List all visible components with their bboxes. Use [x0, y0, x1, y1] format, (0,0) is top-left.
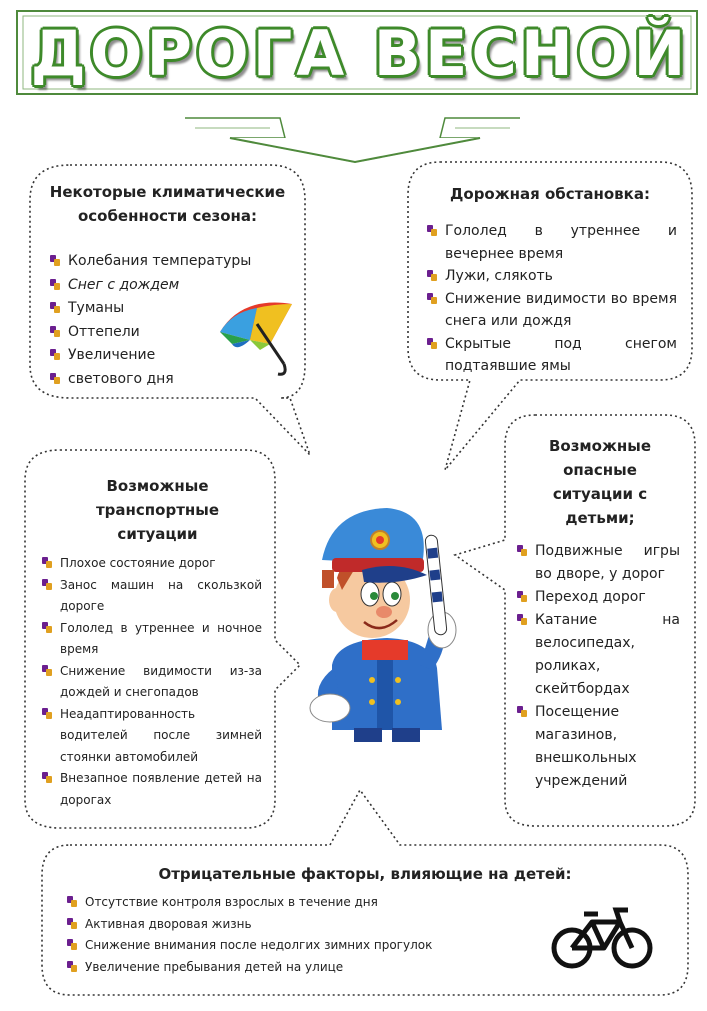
bullet-icon [50, 349, 61, 360]
list-item: Колебания температуры [48, 250, 258, 274]
bullet-icon [50, 326, 61, 337]
umbrella-icon [212, 294, 302, 379]
list-item: Снижение внимания после недолгих зимних прогулок [65, 935, 535, 957]
list-item: Гололед в утреннее и ночное время [40, 618, 262, 661]
list-item: Скрытые под снегом подтаявшие ямы [425, 333, 677, 378]
transport-title: Возможные транспортные ситуации [95, 477, 219, 543]
bullet-icon [42, 665, 53, 676]
policeman-illustration [292, 490, 482, 745]
page-title: ДОРОГА ВЕСНОЙ [30, 16, 690, 90]
bullet-icon [50, 302, 61, 313]
list-item: Снижение видимости во время снега или дождя [425, 288, 677, 333]
danger-title: Возможные опасные ситуации с детьми; [548, 437, 652, 527]
list-item: Снижение видимости из-за дождей и снегопадов [40, 661, 262, 704]
list-item: Подвижные игры во дворе, у дорог [515, 540, 680, 586]
negative-title: Отрицательные факторы, влияющие на детей: [158, 865, 572, 883]
danger-list [515, 540, 680, 793]
negative-list [65, 892, 535, 978]
list-item: Неадаптированность водителей после зимней стоянки автомобилей [40, 704, 262, 769]
bullet-icon [42, 772, 53, 783]
list-item: Гололед в утреннее и вечернее время [425, 220, 677, 265]
list-item: Увеличение [48, 344, 258, 368]
bullet-icon [517, 706, 528, 717]
bullet-icon [517, 591, 528, 602]
list-item: Лужи, слякоть [425, 265, 677, 288]
bullet-icon [50, 255, 61, 266]
list-item: Катание на велосипедах, роликах, скейтбордах [515, 609, 680, 701]
bicycle-icon [548, 902, 658, 972]
bullet-icon [427, 293, 438, 304]
bullet-icon [517, 545, 528, 556]
list-item: Увеличение пребывания детей на улице [65, 957, 535, 979]
bullet-icon [42, 579, 53, 590]
list-item: Внезапное появление детей на дорогах [40, 768, 262, 811]
bullet-icon [67, 896, 78, 907]
bullet-icon [50, 373, 61, 384]
climate-title: Некоторые климатические особенности сезона: [49, 183, 286, 225]
bullet-icon [67, 939, 78, 950]
list-item: Посещение магазинов, внешкольных учреждений [515, 701, 680, 793]
bullet-icon [67, 961, 78, 972]
road-title: Дорожная обстановка: [450, 185, 650, 203]
list-item: Туманы [48, 297, 258, 321]
road-list [425, 220, 677, 378]
bullet-icon [67, 918, 78, 929]
list-item: Снег с дождем [48, 274, 258, 298]
list-item: Оттепели [48, 321, 258, 345]
list-item: Занос машин на скользкой дороге [40, 575, 262, 618]
bullet-icon [517, 614, 528, 625]
bullet-icon [427, 270, 438, 281]
list-item: Отсутствие контроля взрослых в течение дня [65, 892, 535, 914]
bullet-icon [42, 622, 53, 633]
list-item: Переход дорог [515, 586, 680, 609]
list-item: светового дня [48, 368, 258, 392]
bullet-icon [42, 708, 53, 719]
bullet-icon [427, 225, 438, 236]
bullet-icon [50, 279, 61, 290]
bullet-icon [42, 557, 53, 568]
list-item: Плохое состояние дорог [40, 553, 262, 575]
transport-list [40, 553, 262, 811]
bullet-icon [427, 338, 438, 349]
list-item: Активная дворовая жизнь [65, 914, 535, 936]
